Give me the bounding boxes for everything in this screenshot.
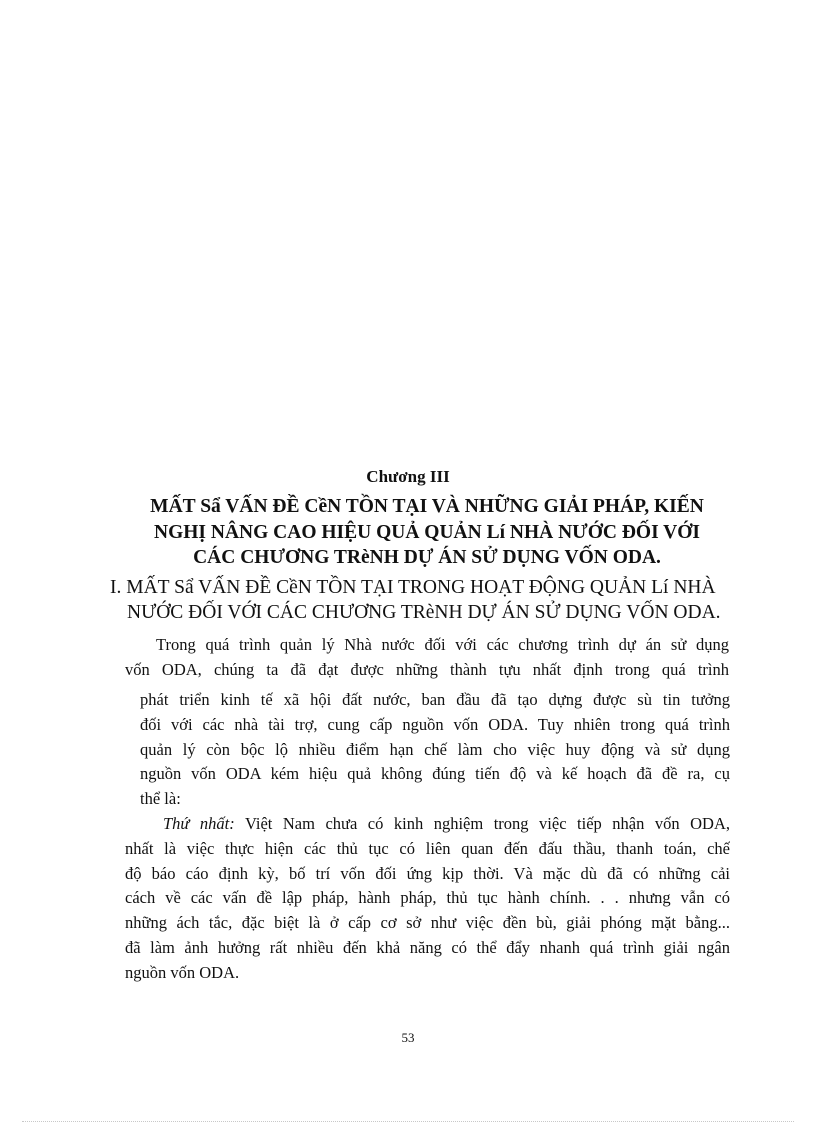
page-bottom-divider [22, 1121, 794, 1122]
paragraph-line: vốn ODA, chúng ta đã đạt được những thành tựu nhất định trong quá trình [125, 659, 729, 679]
paragraph-line: những ách tắc, đặc biệt là ở cấp cơ sở như việc đền bù, giải phóng mặt bằng... [125, 913, 730, 933]
chapter-title [110, 494, 744, 571]
chapter-label: Chương III [366, 467, 450, 486]
paragraph-continuation [140, 688, 730, 812]
paragraph-line: nguồn vốn ODA kém hiệu quả không đúng tiến độ và kế hoạch đã đề ra, cụ [140, 764, 730, 784]
page-number: 53 [401, 1030, 415, 1045]
point-text: Việt Nam chưa có kinh nghiệm trong việc tiếp nhận vốn ODA, [234, 814, 730, 833]
paragraph-line: Trong quá trình quản lý Nhà nước đối với các chương trình dự án sử dụng [156, 635, 729, 654]
paragraph-line: thể là: [140, 789, 181, 809]
paragraph-line: cách về các vấn đề lập pháp, hành pháp, thủ tục hành chính. . . nhưng vẫn có [125, 888, 730, 908]
chapter-title-line: MẤT Sẩ VẤN ĐỀ CềN TỒN TẠI VÀ NHỮNG GIẢI PHÁP, KIẾN [150, 496, 704, 517]
paragraph-line: độ báo cáo định kỳ, bố trí vốn đối ứng kịp thời. Và mặc dù đã có những cải [125, 863, 730, 883]
paragraph-line: nhất là việc thực hiện các thủ tục có liên quan đến đấu thầu, thanh toán, chế [125, 838, 730, 858]
paragraph-intro [125, 633, 729, 683]
paragraph-line: phát triển kinh tế xã hội đất nước, ban đầu đã tạo dựng được sù tin tưởng [140, 690, 730, 709]
paragraph-first-point [125, 812, 730, 986]
paragraph-line: đối với các nhà tài trợ, cung cấp nguồn vốn ODA. Tuy nhiên trong quá trình [140, 714, 730, 734]
point-lead: Thứ nhất: [163, 814, 235, 833]
paragraph-line: nguồn vốn ODA. [125, 962, 240, 982]
paragraph-line [125, 812, 730, 837]
section-heading-line: I. MẤT Sẩ VẤN ĐỀ CềN TỒN TẠI TRONG HOẠT ĐỘNG QUẢN Lí NHÀ [110, 577, 716, 598]
paragraph-line: đã làm ảnh hưởng rất nhiều đến khả năng có thể đẩy nhanh quá trình giải ngân [125, 937, 730, 957]
paragraph-line: quản lý còn bộc lộ nhiều điểm hạn chế làm cho việc huy động và sử dụng [140, 739, 730, 759]
chapter-title-line: NGHỊ NÂNG CAO HIỆU QUẢ QUẢN Lí NHÀ NƯỚC ĐỐI VỚI [153, 521, 701, 543]
section-heading-line: NƯỚC ĐỐI VỚI CÁC CHƯƠNG TRèNH DỰ ÁN SỬ DỤNG VỐN ODA. [127, 602, 721, 623]
chapter-title-line: CÁC CHƯƠNG TRèNH DỰ ÁN SỬ DỤNG VỐN ODA. [193, 547, 661, 568]
section-heading [110, 575, 750, 625]
